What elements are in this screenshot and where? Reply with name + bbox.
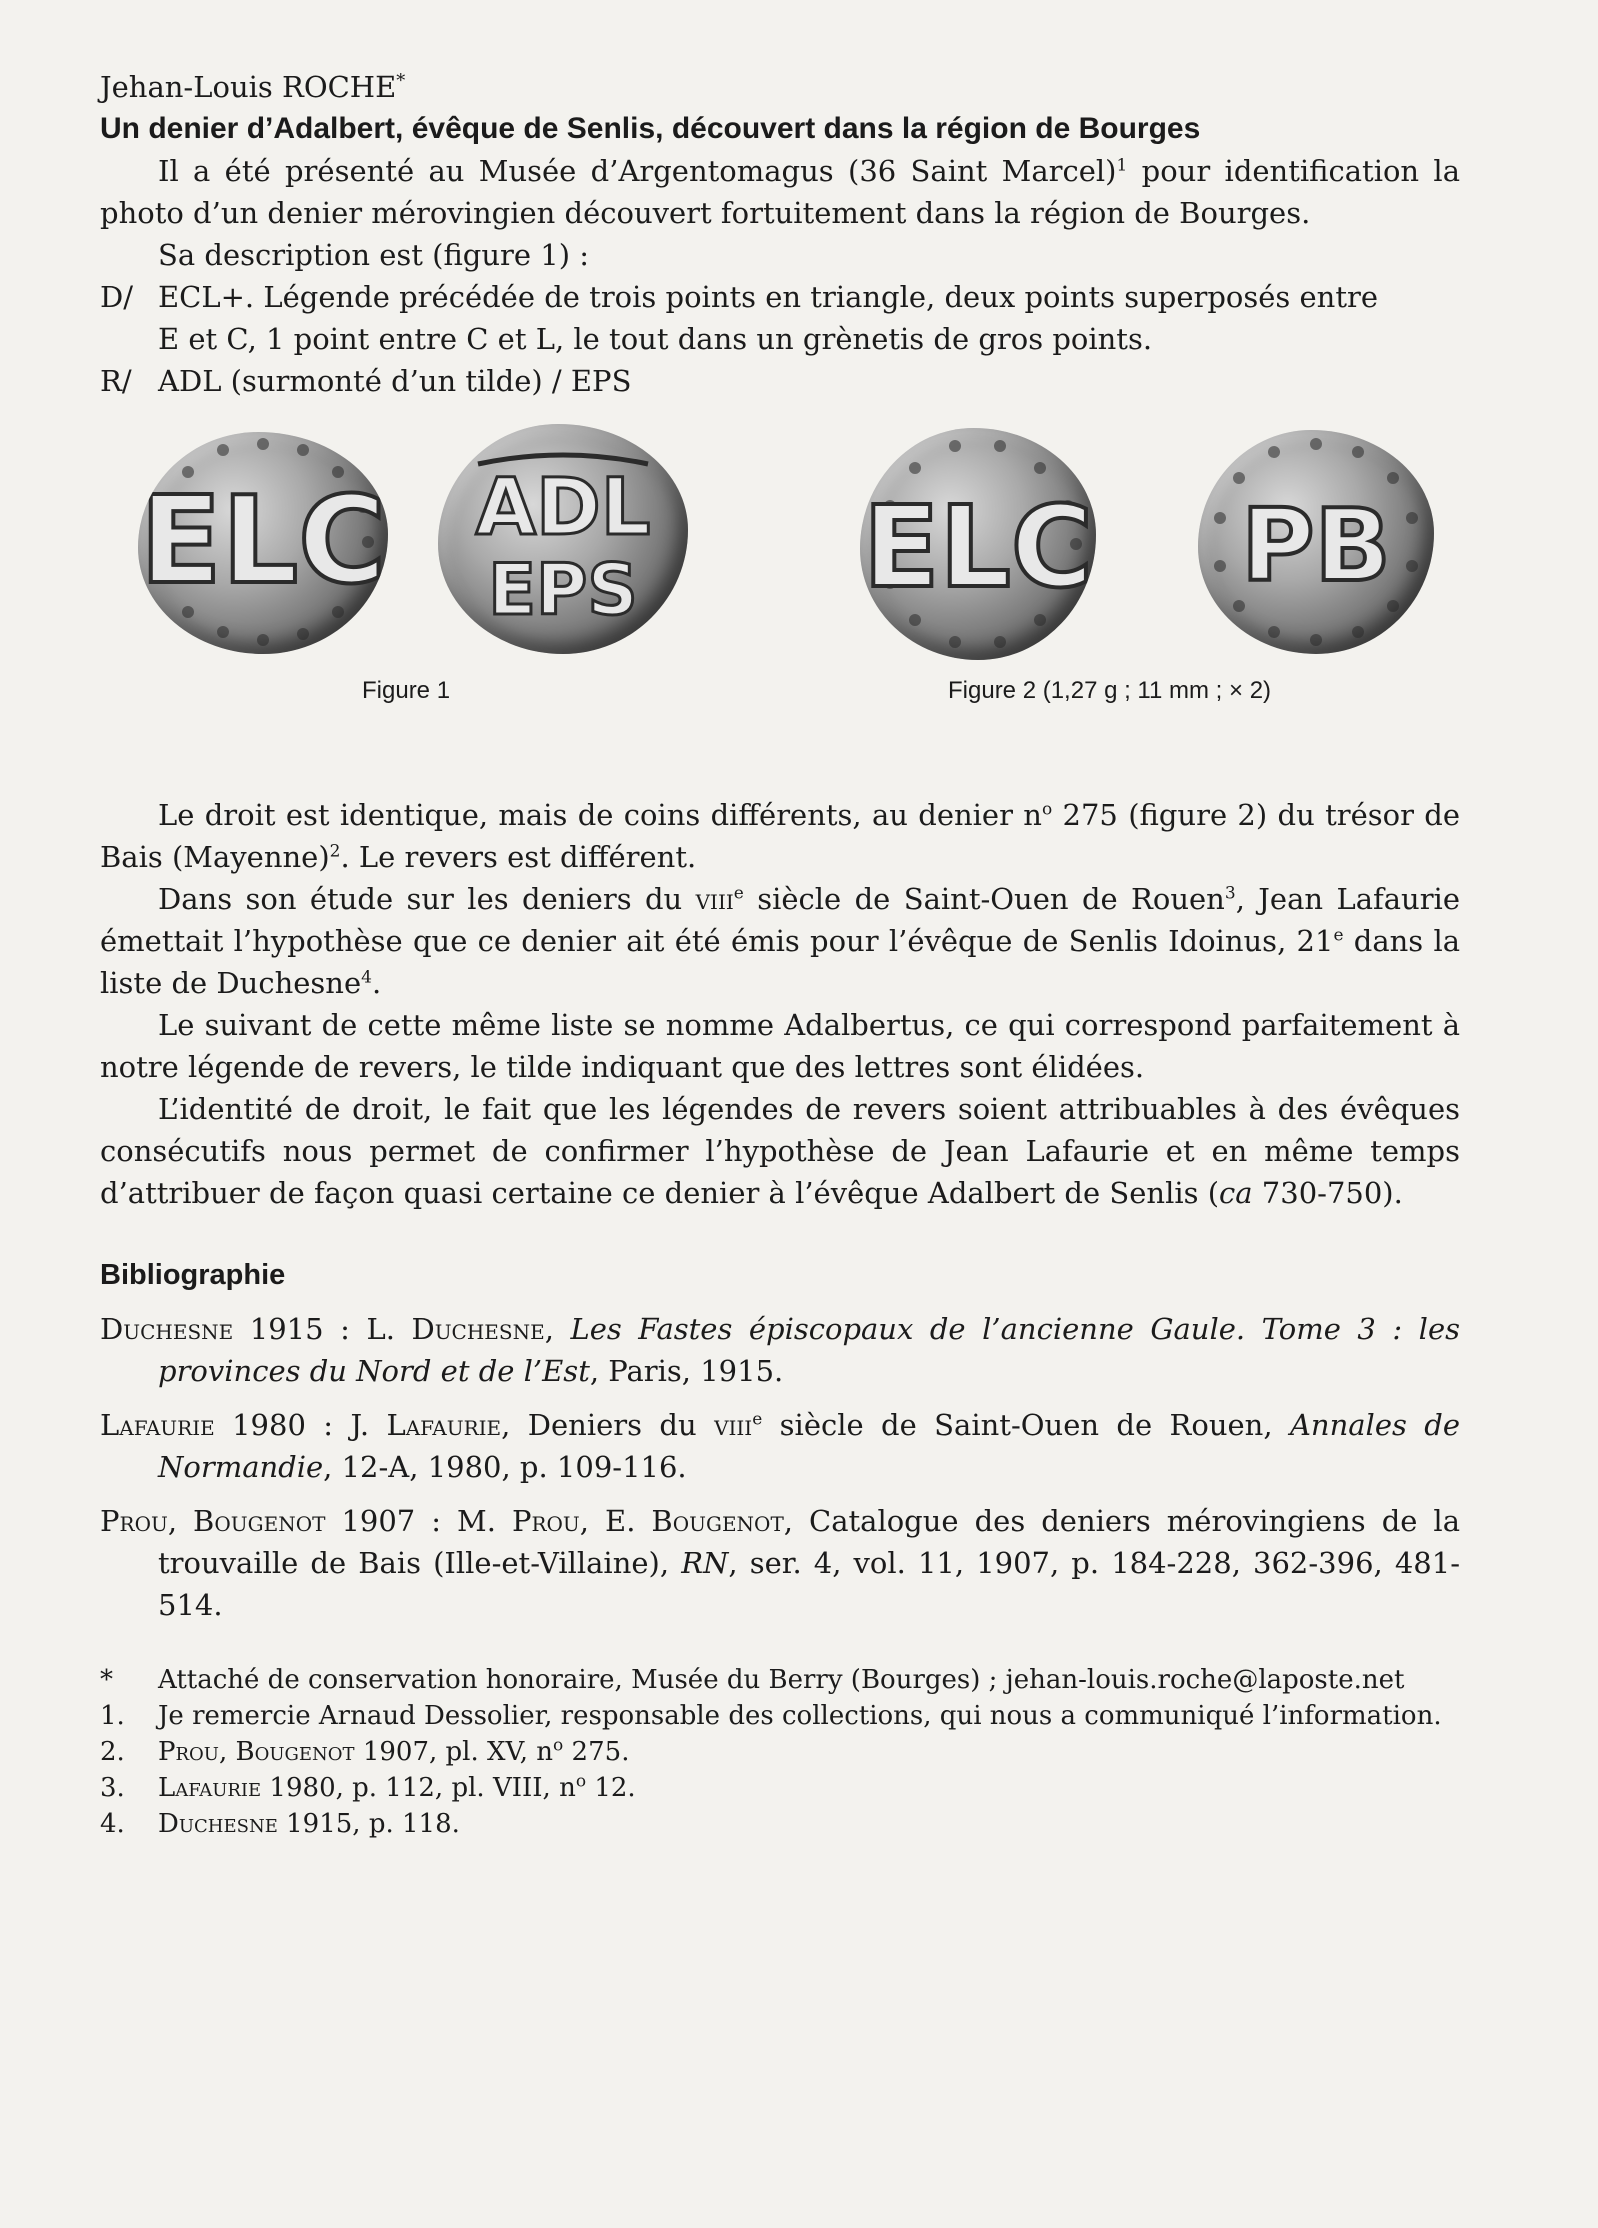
bib-journal: Annales de Normandie: [158, 1408, 1460, 1484]
bib-key: Lafaurie 1980: [100, 1408, 306, 1442]
identite-text-2: 730-750).: [1252, 1176, 1403, 1210]
note-ref-2: 2: [329, 841, 341, 862]
coin-obverse-legend: ELC: [139, 472, 387, 611]
bib-pre: , Deniers du: [501, 1408, 715, 1442]
footnote-no-sup: o: [575, 1771, 587, 1792]
article-page: [100, 66, 1460, 1842]
footnote-mark: 3.: [100, 1773, 125, 1803]
figure1-caption: Figure 1: [362, 677, 451, 704]
footnote-text: [158, 1734, 1460, 1770]
footnote-text: Attaché de conservation honoraire, Musée du Berry (Bourges) ; jehan-louis.roche@laposte.net: [158, 1665, 1405, 1695]
intro-paragraph: [100, 150, 1460, 234]
description-intro: Sa description est (figure 1) :: [158, 238, 590, 272]
bib-pre: ,: [544, 1312, 571, 1346]
obverse-text-2: E et C, 1 point entre C et L, le tout dans un grènetis de gros points.: [158, 322, 1153, 356]
bib-author: M. Prou, E. Bougenot: [457, 1504, 784, 1538]
author-name: Jehan-Louis ROCHE: [100, 70, 397, 104]
bib-sep: :: [305, 1408, 351, 1442]
obverse-label: D/: [100, 280, 134, 314]
droit-text-2: 275 (figure 2) du trésor de Bais (Mayenne): [100, 798, 1460, 874]
lafaurie-text-1: Dans son étude sur les deniers du: [158, 882, 696, 916]
coin-figure1-reverse: [438, 424, 688, 654]
author-line: [100, 66, 1460, 108]
footnote-mark: 2.: [100, 1737, 125, 1767]
note-ref-3: 3: [1224, 883, 1236, 904]
footnote-text: Je remercie Arnaud Dessolier, responsable des collections, qui nous a communiqué l’information.: [158, 1701, 1442, 1731]
intro-text-1: Il a été présenté au Musée d’Argentomagus (36 Saint Marcel): [158, 154, 1117, 188]
footnote-2: [100, 1734, 1460, 1770]
figure2-caption: Figure 2 (1,27 g ; 11 mm ; × 2): [948, 677, 1272, 704]
paragraph-lafaurie: [100, 878, 1460, 1004]
footnote-ref-text: 1907, pl. XV, n: [354, 1737, 554, 1767]
paragraph-identite: [100, 1088, 1460, 1214]
obverse-text-1: ECL+. Légende précédée de trois points en triangle, deux points superposés entre: [158, 280, 1379, 314]
bib-key: Duchesne 1915: [100, 1312, 324, 1346]
lafaurie-century-sup: e: [733, 883, 744, 904]
coin-reverse-legend-top: ADL: [475, 463, 651, 553]
bib-century-sup: e: [752, 1409, 763, 1430]
identite-text-1: L’identité de droit, le fait que les légendes de revers soient attribuables à des évêques consécutifs nous permet de confirmer l’hypothèse de Jean Lafaurie et en même temps d’attribuer de façon quasi certaine ce denier à l’évêque Adalbert de Senlis (: [100, 1092, 1460, 1210]
bib-entry-duchesne: [100, 1308, 1460, 1392]
bib-sep: :: [323, 1312, 367, 1346]
footnote-ref-name: Prou, Bougenot: [158, 1737, 355, 1767]
coin-figure2-obverse: [860, 428, 1096, 660]
droit-no-sup: o: [1041, 799, 1053, 820]
note-ref-4: 4: [361, 967, 372, 988]
bib-mid: siècle de Saint-Ouen de Rouen,: [762, 1408, 1290, 1442]
coin-obverse-drawing: [138, 432, 388, 654]
bib-sep: :: [415, 1504, 458, 1538]
lafaurie-text-4: dans la liste de Duchesne: [100, 924, 1461, 1000]
bib-post: , ser. 4, vol. 11, 1907, p. 184-228, 362-396, 481-514.: [158, 1546, 1460, 1622]
coin-reverse-drawing: [438, 424, 688, 654]
identite-ca: ca: [1219, 1176, 1253, 1210]
coin-figures: [100, 424, 1460, 786]
bib-entry-prou-bougenot: [100, 1500, 1460, 1626]
footnote-ref-name: Duchesne: [158, 1809, 278, 1839]
bib-journal: RN: [681, 1546, 729, 1580]
lafaurie-text-5: .: [371, 966, 382, 1000]
author-note-mark: *: [396, 70, 406, 92]
footnote-3: [100, 1770, 1460, 1806]
footnotes: [100, 1662, 1460, 1842]
lafaurie-century: viii: [695, 882, 734, 916]
bib-entry-lafaurie: [100, 1404, 1460, 1488]
footnote-text: [158, 1806, 1460, 1842]
coin-reverse-legend-bottom: EPS: [488, 549, 638, 631]
bib-century: viii: [714, 1408, 753, 1442]
bib-key: Prou, Bougenot 1907: [100, 1504, 416, 1538]
article-title: Un denier d’Adalbert, évêque de Senlis, découvert dans la région de Bourges: [100, 112, 1201, 145]
lafaurie-text-2: siècle de Saint-Ouen de Rouen: [743, 882, 1225, 916]
obverse-description: [100, 276, 1460, 318]
bib-author: J. Lafaurie: [350, 1408, 502, 1442]
coin-figure2-reverse: [1198, 430, 1434, 654]
bib-post: , Paris, 1915.: [589, 1354, 784, 1388]
footnote-1: [100, 1698, 1460, 1734]
bib-post: , 12-A, 1980, p. 109-116.: [323, 1450, 687, 1484]
droit-text-3: . Le revers est différent.: [340, 840, 697, 874]
footnote-4: [100, 1806, 1460, 1842]
droit-text-1: Le droit est identique, mais de coins différents, au denier n: [158, 798, 1042, 832]
paragraph-droit: [100, 794, 1460, 878]
footnote-ref-text: 1980, p. 112, pl. VIII, n: [261, 1773, 576, 1803]
reverse-description: [100, 360, 1460, 402]
coin2-obverse-drawing: [860, 428, 1096, 660]
footnote-mark: *: [100, 1665, 113, 1695]
footnote-text: [158, 1770, 1460, 1806]
bibliography-heading: Bibliographie: [100, 1259, 286, 1291]
note-ref-1: 1: [1116, 155, 1128, 176]
coin2-reverse-legend: PB: [1241, 487, 1391, 604]
intro-text-2: pour identification la photo d’un denier mérovingien découvert fortuitement dans la région de Bourges.: [100, 154, 1460, 230]
bib-title: Les Fastes épiscopaux de l’ancienne Gaule. Tome 3 : les provinces du Nord et de l’Est: [158, 1312, 1460, 1388]
coin2-obverse-legend: ELC: [862, 483, 1094, 613]
footnote-ref-text: 1915, p. 118.: [277, 1809, 460, 1839]
footnote-ref-name: Lafaurie: [158, 1773, 262, 1803]
reverse-label: R/: [100, 364, 132, 398]
footnote-no-sup: o: [553, 1735, 564, 1756]
footnote-ref-tail: 275.: [563, 1737, 630, 1767]
paragraph-suivant: Le suivant de cette même liste se nomme Adalbertus, ce qui correspond parfaitement à notre légende de revers, le tilde indiquant que des lettres sont élidées.: [100, 1008, 1460, 1084]
footnote-mark: 4.: [100, 1809, 125, 1839]
lafaurie-ord-sup: e: [1333, 925, 1344, 946]
reverse-text: ADL (surmonté d’un tilde) / EPS: [158, 364, 632, 398]
bib-pre: , Catalogue des deniers mérovingiens de la trouvaille de Bais (Ille-et-Villaine),: [158, 1504, 1461, 1580]
footnote-star: [100, 1662, 1460, 1698]
bib-author: L. Duchesne: [366, 1312, 545, 1346]
coin-figure1-obverse: [138, 432, 388, 654]
footnote-mark: 1.: [100, 1701, 125, 1731]
lafaurie-text-3: , Jean Lafaurie émettait l’hypothèse que ce denier ait été émis pour l’évêque de Senlis Idoinus, 21: [100, 882, 1460, 958]
coin2-reverse-drawing: [1198, 430, 1434, 654]
footnote-ref-tail: 12.: [586, 1773, 636, 1803]
